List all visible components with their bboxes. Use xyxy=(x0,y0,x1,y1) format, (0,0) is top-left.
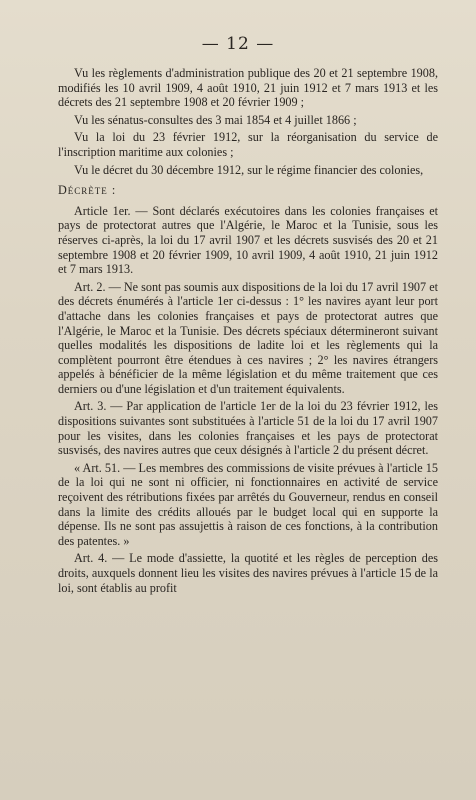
decree-heading: Décrète : xyxy=(58,183,117,198)
paragraph: Vu le décret du 30 décembre 1912, sur le régime financier des colonies, xyxy=(74,162,424,177)
paragraph: Vu les sénatus-consultes des 3 mai 1854 et 4 juillet 1866 ; xyxy=(74,112,357,127)
page-number: — 12 — xyxy=(201,34,275,54)
paragraph: Vu la loi du 23 février 1912, sur la réorganisation du service de l'inscription maritime aux colonies ; xyxy=(58,130,438,159)
paragraph: Vu les règlements d'administration publique des 20 et 21 septembre 1908, modifiés les 10 avril 1909, 4 août 1910, 21 juin 1912 et 7 mars 1913 et les décrets des 21 septembre 1908 et 20 février 1909 ; xyxy=(58,66,438,110)
article-51-quote: « Art. 51. — Les membres des commissions de visite prévues à l'article 15 de la loi qui ne sont ni officier, ni fonctionnaires en activité de service reçoivent des rétributions fixées par arrêtés du Gouverneur, rendus en conseil dans la limite des crédits alloués par le budget local qui en supporte la dépense. Ils ne sont pas assujettis à raison de ces fonctions, à la contribution des patentes. » xyxy=(58,460,438,548)
body-text xyxy=(58,66,438,598)
article-2: Art. 2. — Ne sont pas soumis aux dispositions de la loi du 17 avril 1907 et des décrets énumérés à l'article 1er ci-dessus : 1° les navires ayant leur port d'attache dans les colonies françaises et pays de protectorat autres que l'Algérie, le Maroc et la Tunisie. Des décrets spéciaux détermineront suivant quelles modalités les dispositions de ladite loi et les règlements qui la complètent pourront être étendues à ces navires ; 2° les navires étrangers appelés à bénéficier de la même législation et du même traitement que ces derniers ou d'une législation et d'un traitement équivalents. xyxy=(58,279,438,396)
article-1: Article 1er. — Sont déclarés exécutoires dans les colonies françaises et pays de protectorat autres que l'Algérie, le Maroc et la Tunisie, sous les réserves ci-après, la loi du 17 avril 1907 et les décrets susvisés des 20 et 21 septembre 1908 et 20 février 1909, 10 avril 1909, 4 août 1910, 21 juin 1912 et 7 mars 1913. xyxy=(58,203,438,277)
article-4: Art. 4. — Le mode d'assiette, la quotité et les règles de perception des droits, auxquels donnent lieu les visites des navires prévues à l'article 15 de la loi, sont établis au profit xyxy=(58,551,438,595)
article-3: Art. 3. — Par application de l'article 1er de la loi du 23 février 1912, les dispositions suivantes sont substituées à l'article 51 de la loi du 17 avril 1907 pour les visites, dans les colonies françaises et les pays de protectorat susvisés, des navires autres que ceux désignés à l'article 2 du présent décret. xyxy=(58,399,438,458)
